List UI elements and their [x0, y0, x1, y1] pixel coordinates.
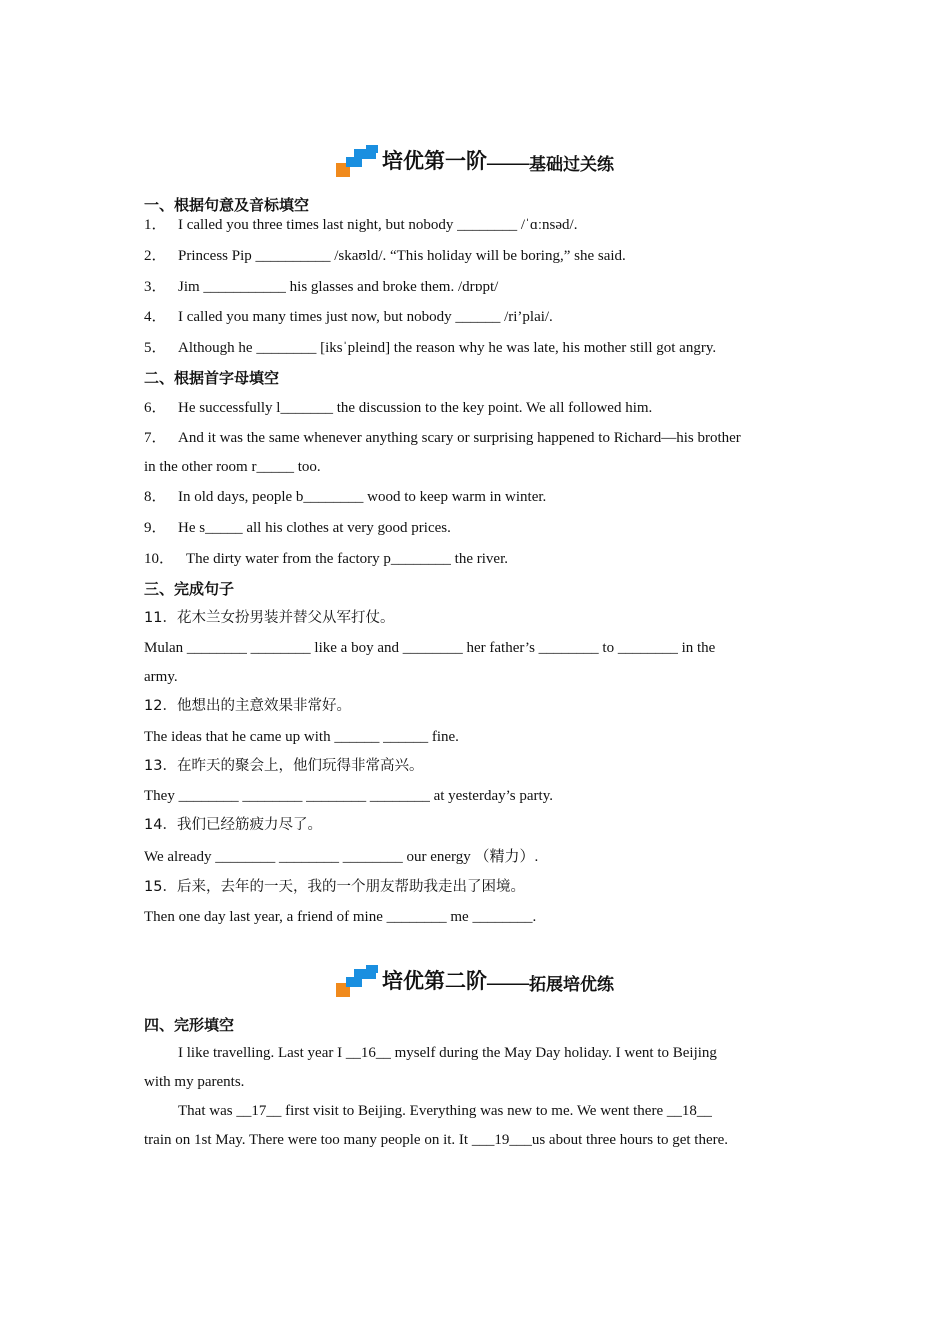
tier2-title-dash: ——: [487, 970, 529, 994]
question-11-chinese: 11．花木兰女扮男装并替父从军打仗。: [144, 610, 395, 626]
question-12-english: The ideas that he came up with ______ ______ fine.: [144, 729, 459, 745]
question-11-english-continued: army.: [144, 669, 178, 685]
cloze-blank-18[interactable]: __18__: [666, 1103, 712, 1119]
stairs-logo-icon: [336, 145, 380, 177]
cloze-paragraph-2: That was __17__ first visit to Beijing. Everything was new to me. We went there __18__: [178, 1103, 712, 1119]
section3-heading: 三、完成句子: [144, 580, 235, 598]
question-5: 5． Although he ________ [iksˈpleind] the reason why he was late, his mother still got angry.: [144, 340, 717, 356]
tier2-title: [0, 963, 950, 1001]
cloze-paragraph-1: I like travelling. Last year I __16__ myself during the May Day holiday. I went to Beijing: [178, 1045, 717, 1061]
question-13-english: They ________ ________ ________ ________ at yesterday’s party.: [144, 788, 553, 804]
question-2: 2． Princess Pip __________ /skaʊld/. “This holiday will be boring,” she said.: [144, 248, 626, 264]
cloze-blank-17[interactable]: __17__: [236, 1103, 282, 1119]
question-14-english: We already ________ ________ ________ our energy （精力）.: [144, 849, 539, 865]
question-12-chinese: 12．他想出的主意效果非常好。: [144, 698, 351, 714]
question-15-chinese: 15．后来，去年的一天，我的一个朋友帮助我走出了困境。: [144, 879, 525, 895]
question-1: 1． I called you three times last night, but nobody ________ /ˈɑːnsəd/.: [144, 217, 578, 233]
section2-heading: 二、根据首字母填空: [144, 369, 280, 387]
tier1-title-dash: ——: [487, 150, 529, 174]
question-11-english: Mulan ________ ________ like a boy and ________ her father’s ________ to ________ in the: [144, 640, 716, 656]
question-4: 4． I called you many times just now, but nobody ______ /ri’plai/.: [144, 309, 553, 325]
tier1-title-main: 培优第一阶: [382, 149, 487, 173]
section4-heading: 四、完形填空: [144, 1016, 235, 1034]
question-14-chinese: 14．我们已经筋疲力尽了。: [144, 817, 322, 833]
tier2-title-main: 培优第二阶: [382, 969, 487, 993]
tier1-title-sub: 基础过关练: [529, 155, 614, 174]
question-6: 6． He successfully l_______ the discussion to the key point. We all followed him.: [144, 400, 653, 416]
question-13-chinese: 13．在昨天的聚会上，他们玩得非常高兴。: [144, 758, 424, 774]
question-7: 7． And it was the same whenever anything scary or surprising happened to Richard—his brother: [144, 430, 741, 446]
cloze-blank-19[interactable]: ___19___: [471, 1132, 532, 1148]
question-8: 8． In old days, people b________ wood to keep warm in winter.: [144, 489, 547, 505]
question-9: 9． He s_____ all his clothes at very good prices.: [144, 520, 451, 536]
cloze-paragraph-2-continued: train on 1st May. There were too many people on it. It ___19___us about three hours to get there.: [144, 1132, 729, 1148]
stairs-logo-icon: [336, 965, 380, 997]
question-10: 10． The dirty water from the factory p________ the river.: [144, 551, 508, 567]
tier1-title: [0, 143, 950, 181]
question-15-english: Then one day last year, a friend of mine ________ me ________.: [144, 909, 537, 925]
question-3: 3． Jim ___________ his glasses and broke them. /drɒpt/: [144, 279, 499, 295]
tier2-title-sub: 拓展培优练: [529, 975, 614, 994]
section1-heading: 一、根据句意及音标填空: [144, 196, 310, 214]
question-7-continued: in the other room r_____ too.: [144, 459, 321, 475]
cloze-blank-16[interactable]: __16__: [345, 1045, 391, 1061]
cloze-paragraph-1-continued: with my parents.: [144, 1074, 245, 1090]
